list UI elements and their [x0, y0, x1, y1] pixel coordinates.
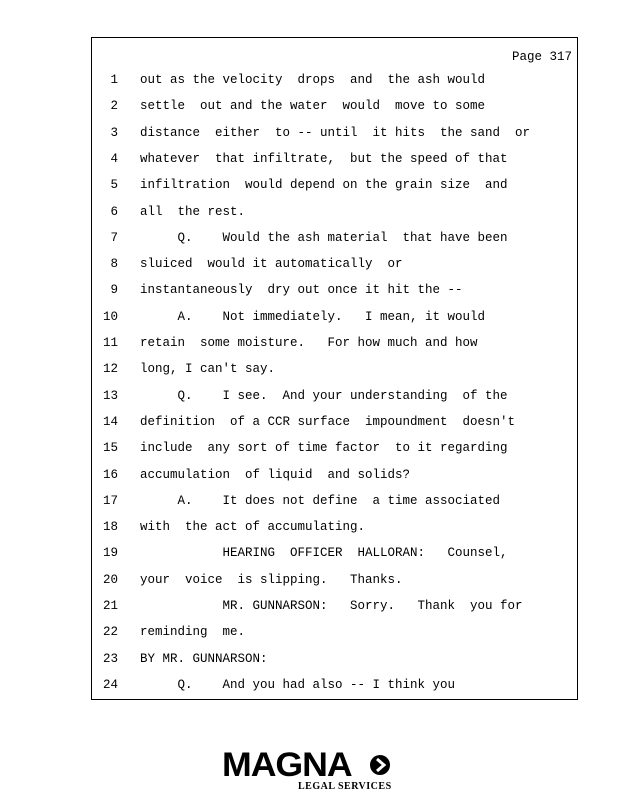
line-number: 21 [102, 599, 118, 613]
line-number: 16 [102, 467, 118, 482]
line-number: 17 [102, 493, 118, 508]
line-text: infiltration would depend on the grain size and [140, 178, 508, 193]
logo-wordmark: MAGNA [222, 746, 352, 784]
line-number: 23 [102, 651, 118, 666]
line-text: all the rest. [140, 204, 246, 219]
line-number: 13 [102, 388, 118, 403]
line-text: sluiced would it automatically or [140, 257, 403, 272]
line-number: 4 [110, 151, 118, 166]
line-text: out as the velocity drops and the ash would [140, 73, 486, 87]
line-text: HEARING OFFICER HALLORAN: Counsel, [140, 546, 508, 561]
transcript-line [0, 73, 618, 91]
line-number: 14 [102, 414, 118, 429]
line-text: BY MR. GUNNARSON: [140, 651, 268, 666]
transcript-line [0, 678, 618, 696]
transcript-line [0, 178, 618, 196]
line-text: whatever that infiltrate, but the speed of that [140, 151, 508, 166]
transcript-line [0, 546, 618, 564]
line-number: 18 [102, 520, 118, 535]
line-number: 7 [110, 230, 118, 245]
line-number: 1 [110, 73, 118, 87]
line-number: 12 [102, 362, 118, 377]
line-number: 6 [110, 204, 118, 219]
page-number: Page 317 [511, 50, 572, 64]
line-text: MR. GUNNARSON: Sorry. Thank you for [140, 599, 523, 613]
line-text: include any sort of time factor to it regarding [140, 441, 508, 456]
transcript-line [0, 494, 618, 512]
line-number: 22 [102, 625, 118, 640]
line-text: A. It does not define a time associated [140, 493, 501, 508]
transcript-line [0, 573, 618, 591]
line-number: 19 [102, 546, 118, 561]
transcript-line [0, 415, 618, 433]
line-number: 2 [110, 99, 118, 114]
transcript-line [0, 599, 618, 617]
line-text: distance either to -- until it hits the sand or [140, 125, 531, 140]
line-number: 11 [102, 336, 118, 350]
transcript-line [0, 652, 618, 670]
transcript-line [0, 126, 618, 144]
line-text: retain some moisture. For how much and how [140, 336, 478, 350]
line-text: with the act of accumulating. [140, 520, 366, 535]
line-text: instantaneously dry out once it hit the -- [140, 283, 463, 298]
line-text: your voice is slipping. Thanks. [140, 572, 403, 587]
line-text: settle out and the water would move to some [140, 99, 486, 114]
transcript-line [0, 283, 618, 301]
transcript-line [0, 336, 618, 354]
logo-subtext: LEGAL SERVICES [298, 781, 392, 792]
line-text: accumulation of liquid and solids? [140, 467, 411, 482]
transcript-line [0, 205, 618, 223]
line-number: 20 [102, 572, 118, 587]
line-text: Q. And you had also -- I think you [140, 677, 456, 692]
line-text: Q. I see. And your understanding of the [140, 388, 508, 403]
transcript-line [0, 152, 618, 170]
line-number: 3 [110, 125, 118, 140]
transcript-line [0, 520, 618, 538]
line-number: 10 [102, 309, 118, 324]
transcript-line [0, 441, 618, 459]
transcript-line [0, 389, 618, 407]
magna-logo [222, 746, 397, 794]
line-number: 5 [110, 178, 118, 193]
transcript-line [0, 468, 618, 486]
line-text: A. Not immediately. I mean, it would [140, 309, 486, 324]
transcript-line [0, 231, 618, 249]
line-text: reminding me. [140, 625, 246, 640]
transcript-line [0, 310, 618, 328]
transcript-line [0, 99, 618, 117]
line-text: definition of a CCR surface impoundment doesn't [140, 414, 516, 429]
transcript-line [0, 362, 618, 380]
transcript-line [0, 625, 618, 643]
line-text: long, I can't say. [140, 362, 276, 377]
line-number: 8 [110, 257, 118, 272]
line-text: Q. Would the ash material that have been [140, 230, 508, 245]
line-number: 24 [102, 677, 118, 692]
arrow-circle-icon [369, 754, 391, 776]
transcript-line [0, 257, 618, 275]
line-number: 15 [102, 441, 118, 456]
line-number: 9 [110, 283, 118, 298]
